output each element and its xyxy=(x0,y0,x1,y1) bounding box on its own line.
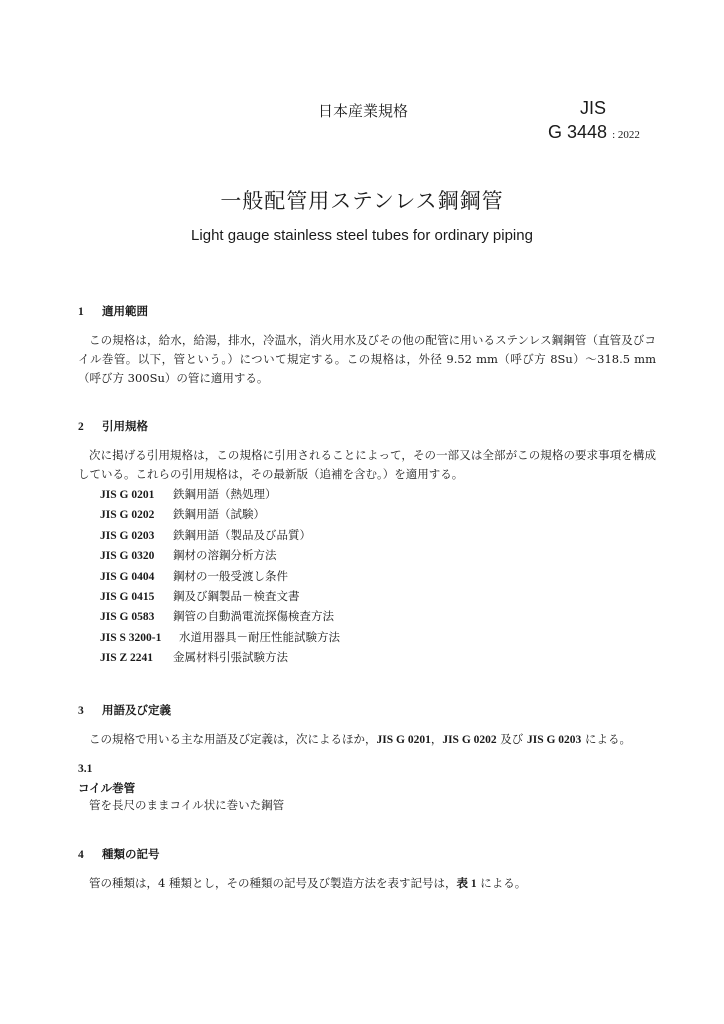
document-subtitle-en: Light gauge stainless steel tubes for ordinary piping xyxy=(191,227,533,244)
term-definition: 管を長尺のままコイル状に巻いた鋼管 xyxy=(89,798,285,812)
section-1-heading xyxy=(78,303,148,319)
section-title: 用語及び定義 xyxy=(102,705,171,717)
reference-code: JIS G 0583 xyxy=(100,611,155,624)
reference-title: 鋼及び鋼製品－検査文書 xyxy=(173,588,300,603)
jis-ref-link: JIS G 0203 xyxy=(526,734,582,746)
reference-code: JIS G 0320 xyxy=(100,550,155,563)
reference-title: 鉄鋼用語（製品及び品質） xyxy=(173,527,311,542)
section-3-text: この規格で用いる主な用語及び定義は，次によるほか， xyxy=(89,732,377,746)
reference-code: JIS G 0202 xyxy=(100,509,155,522)
term-number: 3.1 xyxy=(78,763,93,775)
section-4-heading xyxy=(78,846,160,862)
reference-item xyxy=(100,649,340,669)
separator: ， xyxy=(430,732,443,746)
section-number: 3 xyxy=(78,705,84,717)
jis-ref-link: JIS G 0202 xyxy=(442,734,497,746)
section-number: 2 xyxy=(78,421,84,433)
standard-code: G 3448 xyxy=(548,122,608,142)
section-4-text: 管の種類は，4 種類とし，その種類の記号及び製造方法を表す記号は， xyxy=(89,876,457,890)
reference-title: 水道用器具－耐圧性能試験方法 xyxy=(179,629,340,644)
section-title: 種類の記号 xyxy=(102,849,160,861)
reference-code: JIS Z 2241 xyxy=(100,652,154,665)
reference-title: 鋼材の溶鋼分析方法 xyxy=(173,548,277,563)
section-3-body xyxy=(78,730,656,750)
reference-item xyxy=(100,506,340,526)
term-name: コイル巻管 xyxy=(78,783,136,795)
section-1-body: この規格は，給水，給湯，排水，冷温水，消火用水及びその他の配管に用いるステンレス鋼鋼管（直管及びコイル巻管。以下，管という。）について規定する。この規格は，外径 9.52 mm（呼び方 8Su）～318.5 mm（呼び方 300Su）の管に適用する。 xyxy=(78,333,656,385)
document-category: 日本産業規格 xyxy=(318,103,409,120)
reference-item xyxy=(100,608,340,628)
reference-title: 鉄鋼用語（試験） xyxy=(173,507,265,522)
separator: 及び xyxy=(496,732,527,746)
reference-title: 金属材料引張試験方法 xyxy=(173,650,288,665)
reference-code: JIS S 3200-1 xyxy=(100,631,162,644)
section-4-body xyxy=(78,874,656,894)
reference-title: 鋼材の一般受渡し条件 xyxy=(173,568,288,583)
reference-item xyxy=(100,527,340,547)
jis-ref-link: JIS G 0201 xyxy=(376,734,431,746)
section-3-text-end: による。 xyxy=(581,732,631,746)
reference-code: JIS G 0404 xyxy=(100,570,155,583)
reference-code: JIS G 0203 xyxy=(100,529,155,542)
section-number: 1 xyxy=(78,306,84,318)
document-title: 一般配管用ステンレス鋼鋼管 xyxy=(220,190,504,213)
reference-item xyxy=(100,629,340,649)
table-ref-link: 表 1 xyxy=(456,878,477,890)
section-title: 引用規格 xyxy=(102,421,148,433)
section-number: 4 xyxy=(78,849,84,861)
reference-title: 鋼管の自動渦電流探傷検査方法 xyxy=(173,609,334,624)
section-4-text-end: による。 xyxy=(476,876,527,890)
reference-item xyxy=(100,547,340,567)
reference-code: JIS G 0201 xyxy=(100,489,155,501)
section-2-heading xyxy=(78,418,148,434)
reference-code: JIS G 0415 xyxy=(100,590,155,603)
standard-year: : 2022 xyxy=(612,129,640,141)
reference-item xyxy=(100,588,340,608)
reference-title: 鉄鋼用語（熱処理） xyxy=(173,487,277,501)
jis-label: JIS xyxy=(580,98,607,118)
normative-references-list xyxy=(100,486,340,670)
section-2-body: 次に掲げる引用規格は，この規格に引用されることによって，その一部又は全部がこの規格の要求事項を構成している。これらの引用規格は，その最新版（追補を含む。）を適用する。 xyxy=(78,448,656,481)
section-title: 適用範囲 xyxy=(102,306,148,318)
standard-number xyxy=(548,122,640,143)
reference-item xyxy=(100,486,340,506)
reference-item xyxy=(100,568,340,588)
section-3-heading xyxy=(78,702,171,718)
